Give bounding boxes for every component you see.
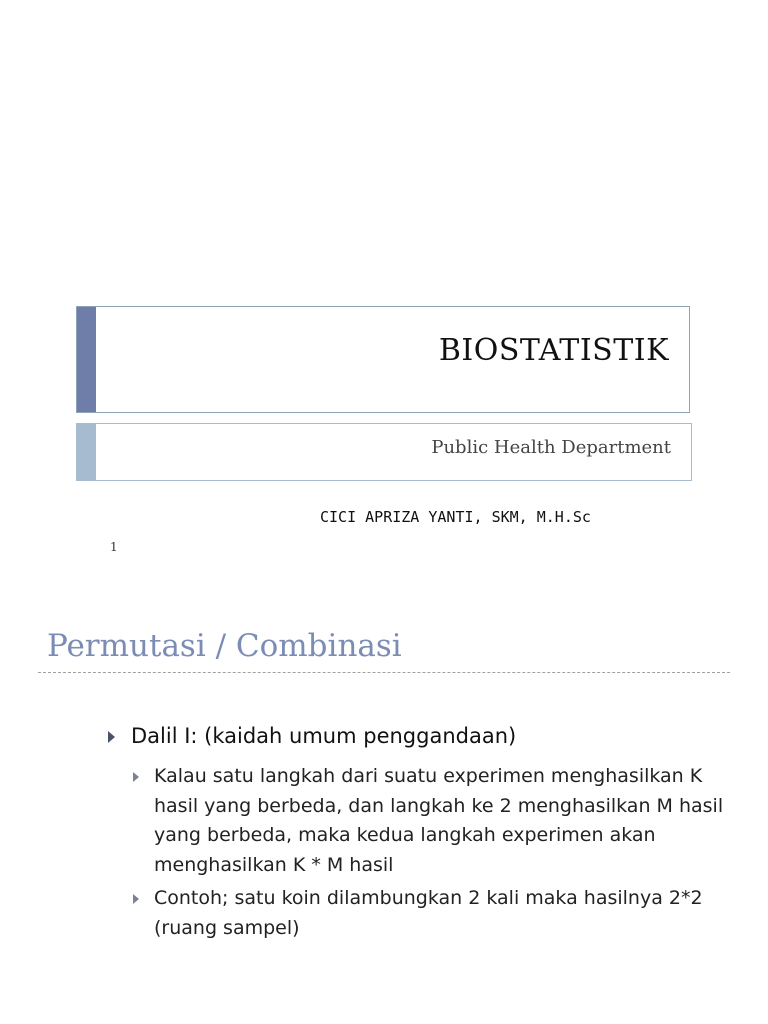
slide-subtitle: Public Health Department (431, 437, 671, 458)
sub-bullet-item (133, 884, 743, 943)
title-accent-bar (77, 307, 96, 412)
content-slide (0, 590, 768, 1024)
triangle-bullet-icon (108, 731, 115, 743)
author-name: CICI APRIZA YANTI, SKM, M.H.Sc (320, 508, 591, 526)
slide-title: BIOSTATISTIK (438, 333, 669, 368)
page-number: 1 (110, 540, 118, 554)
sub-bullet-list (133, 762, 743, 947)
sub-bullet-line: menghasilkan K * M hasil (154, 853, 394, 876)
main-bullet-text: Dalil I: (kaidah umum penggandaan) (131, 724, 517, 748)
sub-bullet-line: yang berbeda, maka kedua langkah experimen akan (154, 824, 656, 846)
subtitle-accent-bar (77, 424, 96, 480)
title-box (76, 306, 690, 413)
slide-heading: Permutasi / Combinasi (47, 628, 402, 664)
triangle-bullet-icon (133, 894, 139, 904)
sub-bullet-line: Contoh; satu koin dilambungkan 2 kali maka hasilnya 2*2 (154, 887, 703, 909)
subtitle-box (76, 423, 692, 481)
sub-bullet-line: (ruang sampel) (154, 916, 300, 939)
sub-bullet-item (133, 762, 743, 880)
triangle-bullet-icon (133, 772, 139, 782)
sub-bullet-line: Kalau satu langkah dari suatu experimen menghasilkan K (154, 765, 703, 787)
heading-divider (38, 672, 730, 673)
sub-bullet-line: hasil yang berbeda, dan langkah ke 2 menghasilkan M hasil (154, 794, 724, 817)
